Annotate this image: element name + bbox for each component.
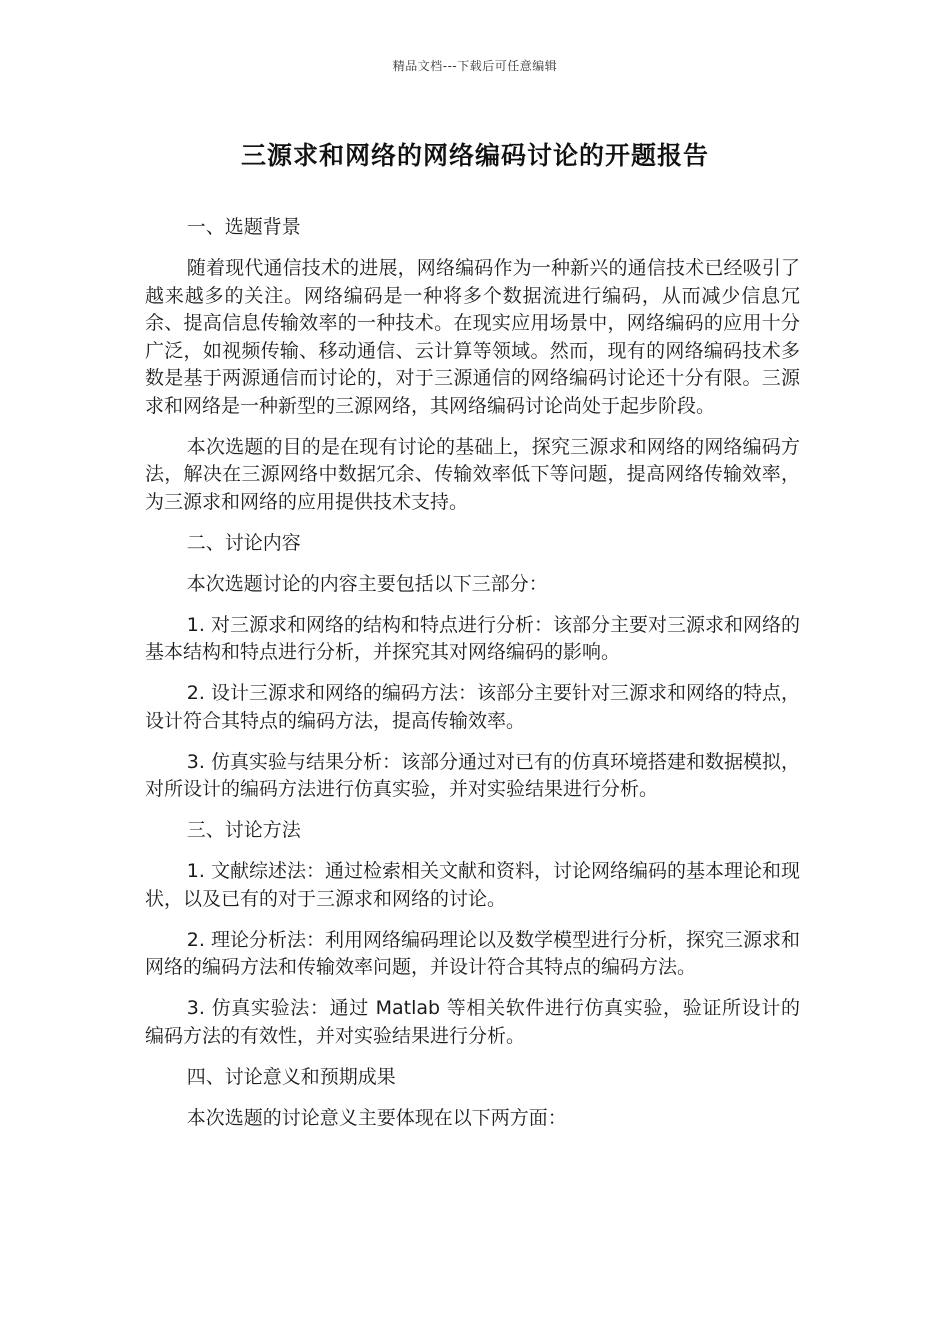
list-item-method-3: 3. 仿真实验法：通过 Matlab 等相关软件进行仿真实验，验证所设计的编码方法的有效性，并对实验结果进行分析。: [145, 997, 800, 1047]
list-item-method-1: 1. 文献综述法：通过检索相关文献和资料，讨论网络编码的基本理论和现状，以及已有的对于三源求和网络的讨论。: [145, 860, 800, 910]
section-heading-content: 二、讨论内容: [186, 531, 301, 554]
list-item-content-2: 2. 设计三源求和网络的编码方法：该部分主要针对三源求和网络的特点，设计符合其特点的编码方法，提高传输效率。: [145, 682, 800, 732]
paragraph-significance-intro: 本次选题的讨论意义主要体现在以下两方面：: [186, 1106, 567, 1129]
section-heading-methods: 三、讨论方法: [186, 819, 301, 841]
paragraph-background-2: 本次选题的目的是在现有讨论的基础上，探究三源求和网络的网络编码方法，解决在三源网络中数据冗余、传输效率低下等问题，提高网络传输效率，为三源求和网络的应用提供技术支持。: [145, 435, 800, 513]
list-item-content-3: 3. 仿真实验与结果分析：该部分通过对已有的仿真环境搭建和数据模拟，对所设计的编码方法进行仿真实验，并对实验结果进行分析。: [145, 750, 800, 800]
list-item-content-1: 1. 对三源求和网络的结构和特点进行分析：该部分主要对三源求和网络的基本结构和特点进行分析，并探究其对网络编码的影响。: [145, 613, 800, 663]
header-note: 精品文档---下载后可任意编辑: [392, 59, 558, 73]
section-heading-background: 一、选题背景: [186, 216, 301, 238]
document-title: 三源求和网络的网络编码讨论的开题报告: [240, 141, 709, 170]
section-heading-significance: 四、讨论意义和预期成果: [186, 1065, 396, 1088]
list-item-method-2: 2. 理论分析法：利用网络编码理论以及数学模型进行分析，探究三源求和网络的编码方法和传输效率问题，并设计符合其特点的编码方法。: [145, 928, 800, 978]
document-body: [145, 214, 800, 1146]
paragraph-background-1: 随着现代通信技术的进展，网络编码作为一种新兴的通信技术已经吸引了越来越多的关注。网络编码是一种将多个数据流进行编码，从而减少信息冗余、提高信息传输效率的一种技术。在现实应用场景中，网络编码的应用十分广泛，如视频传输、移动通信、云计算等领域。然而，现有的网络编码技术多数是基于两源通信而讨论的，对于三源通信的网络编码讨论还十分有限。三源求和网络是一种新型的三源网络，其网络编码讨论尚处于起步阶段。: [145, 257, 800, 417]
paragraph-content-intro: 本次选题讨论的内容主要包括以下三部分：: [186, 572, 548, 595]
